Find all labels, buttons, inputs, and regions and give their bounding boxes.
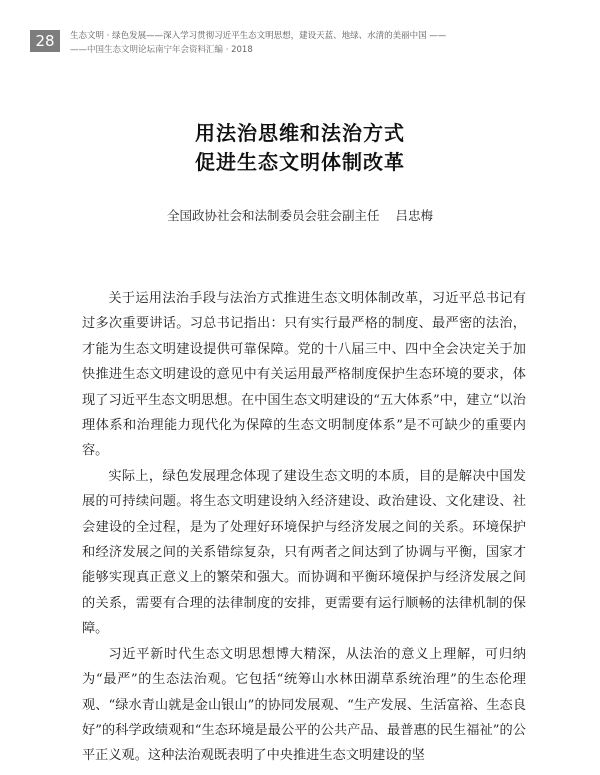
paragraph: 关于运用法治手段与法治方式推进生态文明体制改革，习近平总书记有过多次重要讲话。习总书记指出：只有实行最严格的制度、最严密的法治，才能为生态文明建设提供可靠保障。党的十八届三中、四中全会决定关于加快推进生态文明建设的意见中有关运用最严格制度保护生态环境的要求，体现了习近平生态文明思想。在中国生态文明建设的“五大体系”中，建立“以治理体系和治理能力现代化为保障的生态文明制度体系”是不可缺少的重要内容。	[82, 291, 526, 459]
author-name: 吕忠梅	[395, 208, 434, 223]
article-body	[82, 286, 526, 769]
author-affiliation: 全国政协社会和法制委员会驻会副主任	[166, 208, 380, 223]
article-title-line1: 用法治思维和法治方式	[195, 121, 405, 145]
article-title-line2: 促进生态文明体制改革	[195, 150, 405, 174]
paragraph: 实际上，绿色发展理念体现了建设生态文明的本质，目的是解决中国发展的可持续问题。将生态文明建设纳入经济建设、政治建设、文化建设、社会建设的全过程，是为了处理好环境保护与经济发展之间的关系。环境保护和经济发展之间的关系错综复杂，只有两者之间达到了协调与平衡，国家才能够实现真正意义上的繁荣和强大。而协调和平衡环境保护与经济发展之间的关系，需要有合理的法律制度的安排，更需要有运行顺畅的法律机制的保障。	[82, 468, 526, 637]
running-subheader: ——中国生态文明论坛南宁年会资料汇编 · 2018	[70, 45, 253, 55]
paragraph: 习近平新时代生态文明思想博大精深，从法治的意义上理解，可归纳为“最严”的生态法治观。它包括“统筹山水林田湖草系统治理”的生态伦理观、“绿水青山就是金山银山”的协同发展观、“生产发展、生活富裕、生态良好”的科学政绩观和“生态环境是最公平的公共产品、最普惠的民生福祉”的公平正义观。这种法治观既表明了中央推进生态文明建设的坚	[82, 646, 526, 764]
page-number: 28	[30, 30, 60, 52]
running-header: 生态文明 · 绿色发展——深入学习贯彻习近平生态文明思想，建设天蓝、地绿、水清的美丽中国 ——	[70, 31, 447, 41]
author-byline	[0, 206, 600, 224]
